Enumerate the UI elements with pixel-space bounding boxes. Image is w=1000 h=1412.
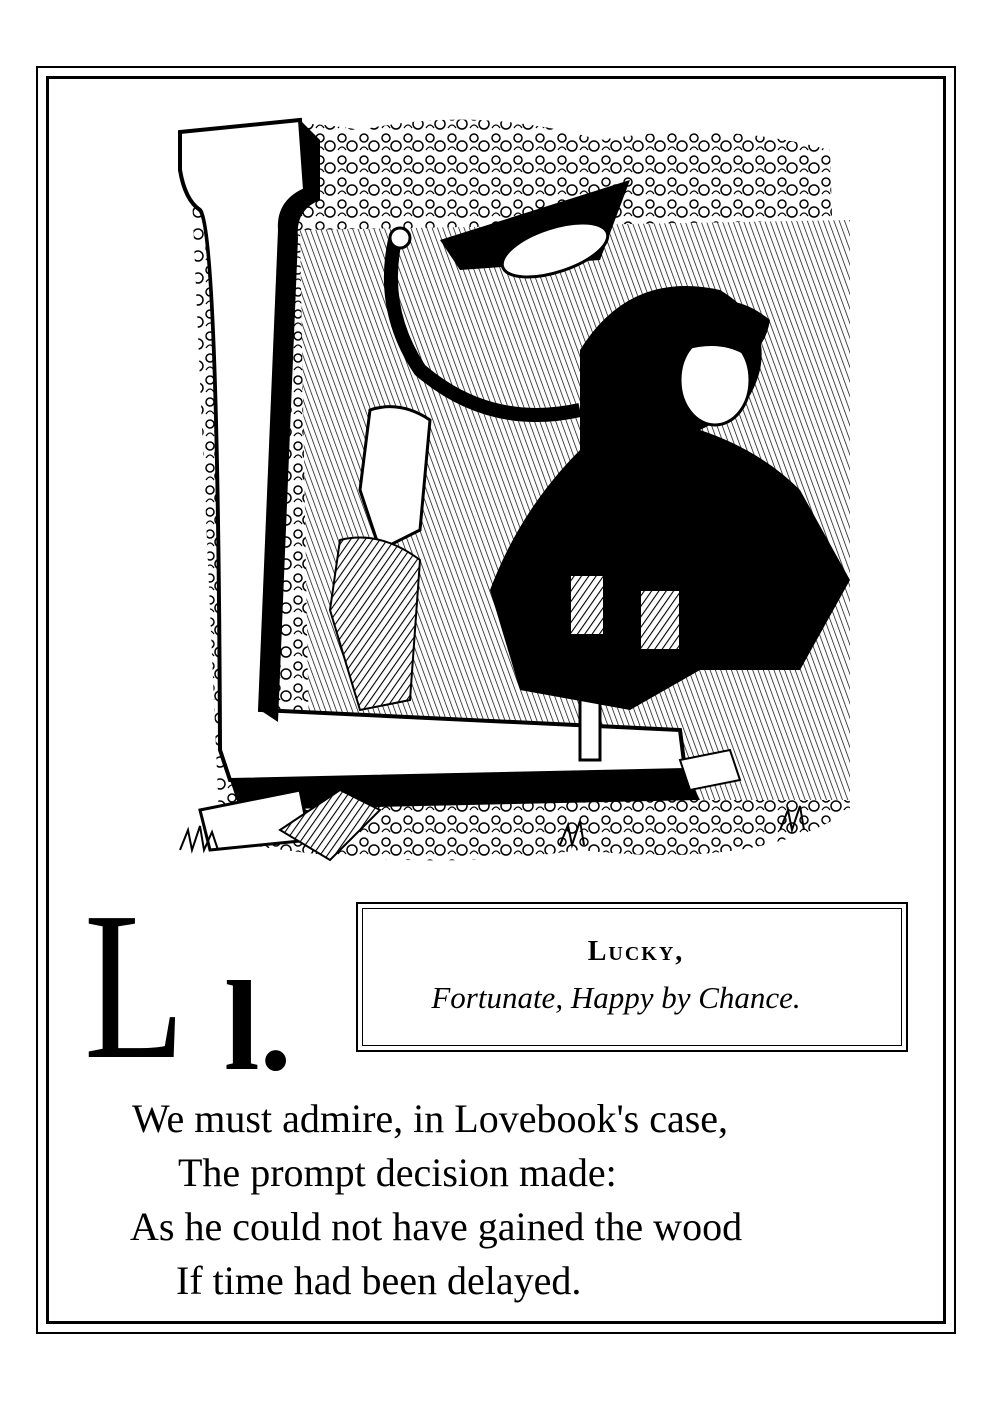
- verse-line: The prompt decision made:: [178, 1150, 617, 1195]
- engraved-illustration: [160, 110, 865, 880]
- word-heading: Lucky,: [587, 936, 685, 967]
- verse-line: We must admire, in Lovebook's case,: [132, 1096, 729, 1141]
- word-definition: Fortunate, Happy by Chance.: [431, 980, 801, 1015]
- initial-lowercase-l: l.: [224, 955, 292, 1097]
- initial-capital-l: L: [84, 868, 181, 1103]
- verse-line: If time had been delayed.: [176, 1258, 582, 1303]
- verse-line: As he could not have gained the wood: [130, 1204, 743, 1249]
- word-label-box-inner: [362, 908, 902, 1046]
- letter-l-engraving: [160, 110, 865, 880]
